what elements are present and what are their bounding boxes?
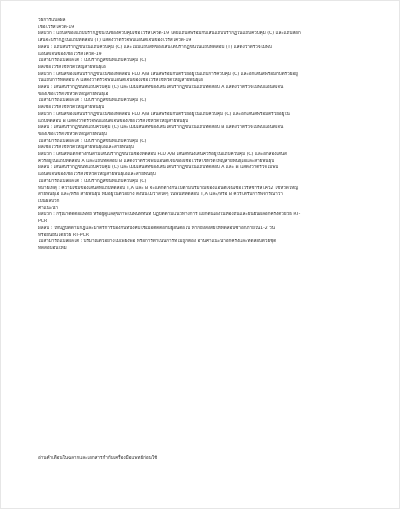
doc-line: เส้นจะปรากฏในแถบทดสอบ (T) แสดงว่าตรวจพบแอนติเจนของไวรัสโควิด-19 xyxy=(38,38,192,44)
doc-line: หมายเหตุ : ความเข้มของเส้นสีที่แถบทดสอบ T,A และ B จะแตกต่างกันไปตามปริมาณของแอนติเจนเชื้อไวรัสชาร์สโควี2 ไข้หวัดใหญ่ xyxy=(38,185,299,191)
doc-line: เป็นผลบวก xyxy=(38,198,60,204)
doc-line: ไม่สามารถแปลผลได้ : ปริมาณตัวอย่างไม่เพียงพอ หรือการดำเนินการที่ไม่ถูกต้อง อ่านคำแนะนำอีกครั้งและทดสอบด้วยชุด xyxy=(38,239,277,245)
doc-line: ไม่สามารถแปลผลได้ : ไม่ปรากฏสีขึ้นที่แถบควบคุม (C) xyxy=(38,138,147,144)
doc-line: วิธีการแปลผล xyxy=(38,18,66,23)
doc-line: ผลลบ : ให้ปฏิบัติตามกฎและมาตรการป้องกันที่บังคับใช้เมื่อติดต่อกับผู้อื่นต่อไป หากยังสงสัยให้ทดสอบซ้ำอีกภายใน1-2 วัน xyxy=(38,225,275,231)
doc-line: สายพันธุ์เอ และ/หรือ สายพันธุ์บี ที่มีอยู่ในตัวอย่าง ดังนั้นไม่ว่าสีใดๆ ในพื้นที่ทดสอบ T,A และ/หรือ B ควรได้รับการพิจารณาว่า xyxy=(38,192,283,198)
doc-line: ผลบวก : เส้นสีของเส้นปรากฏขึ้นในช่องทดสอบ FLU A/B เส้นสีพร้อมกับตรวยอยู่ในแถบการควบคุม (C) และอีกเส้นสีพร้อมกับตรวยอยู่ xyxy=(38,71,298,77)
doc-line: ผลบวก : กรุณาติดต่อแพทย์ หรือผู้ดูแลสุขภาพในพื้นที่ทันที ปฏิบัติตามแนวทางการ แยกตนเองในท้องถิ่นและยืนยันผลอีกครั้งด้วยวิธี RT- xyxy=(38,212,301,218)
doc-line: ผลลบ : เส้นสีปรากฏขึ้นที่แถบควบคุม (C) และไม่มีเส้นสีที่ของเส้นได้ปรากฏขึ้นในแถบทดสอบ A และ B แสดงว่าตรวจไม่พบ xyxy=(38,165,279,171)
doc-line: ไม่สามารถแปลผลได้ : ไม่ปรากฏสีขึ้นที่แถบควบคุม (C) xyxy=(38,178,147,184)
doc-line: ผลเชื้อไวรัสไข้หวัดใหญ่สายพันธุ์เอ xyxy=(38,64,106,70)
doc-line: ของเชื้อไวรัสไข้หวัดใหญ่สายพันธุ์บี xyxy=(38,131,107,137)
doc-line: ผลลบ : เส้นสีปรากฏขึ้นที่แถบควบคุม (C) และไม่มีเส้นสีที่ของเส้นได้ปรากฏขึ้นในแถบทดสอบ B แสดงว่าตรวจไม่พบแอนติเจน xyxy=(38,125,284,131)
doc-line: ผลบวก : เส้นสีของเส้นปรากฏขึ้นในช่องทดสอบ FLU A/B เส้นสีพร้อมกับตรวยอยู่ในแถบควบคุม (C) และอีกเส้นสีพร้อมตรวยอยู่ใน xyxy=(38,111,290,117)
footer-warning: อ่านคำเตือนในฉลากและเอกสารกำกับเครื่องมือแพทย์ก่อนใช้ xyxy=(38,456,158,461)
doc-line: ผลลบ : แถบสีปรากฏขึ้นในแถบควบคุม (C) และไม่มีแถบสีที่ของเส้นได้ปรากฏขึ้นในแถบทดสอบ (T) แสดงว่าตรวจไม่พบ xyxy=(38,44,272,50)
doc-line: PCR xyxy=(38,219,48,225)
doc-line: เชื้อไวรัสโควิด-19 xyxy=(38,24,75,30)
doc-line: ของเชื้อไวรัสไข้หวัดใหญ่สายพันธุ์เอ xyxy=(38,91,109,97)
doc-line: ไม่สามารถแปลผลได้ : ไม่ปรากฏสีขึ้นที่แถบควบคุม (C) xyxy=(38,58,147,64)
document-body xyxy=(38,18,368,253)
doc-line: ผลบวก : เส้นสีที่แตกต่างกันสามเส้นปรากฏขึ้นในช่องทดสอบ FLU A/B เส้นสีหนึ่งเส้นควรอยู่ในแถบควบคุม (C) และอีกสองเส้นสี xyxy=(38,152,287,158)
doc-line: แถบทดสอบ B แสดงว่าตรวจพบแอนติเจนของเชื้อไวรัสไข้หวัดใหญ่สายพันธุ์บี xyxy=(38,118,189,124)
doc-line: ในแถบการทดสอบ A แสดงว่าตรวจพบแอนติเจนของเชื้อไวรัสไข้หวัดใหญ่สายพันธุ์เอ xyxy=(38,78,203,84)
doc-line: ทดสอบอันใหม่ xyxy=(38,245,67,251)
doc-line: ผลลบ : เส้นสีปรากฏขึ้นที่แถบควบคุม (C) และไม่มีเส้นสีที่ของเส้นได้ปรากฏขึ้นในแถบทดสอบ A แสดงว่าตรวจไม่พบแอนติเจน xyxy=(38,85,284,91)
doc-line: ผลเชื้อไวรัสไข้หวัดใหญ่สายพันธุ์เอและสายพันธุ์บี xyxy=(38,145,134,151)
doc-line: คำแนะนำ xyxy=(38,205,58,211)
doc-line: แอนติเจนของเชื้อไวรัสโควิด-19 xyxy=(38,51,102,57)
doc-line: แอนติเจนของเชื้อไวรัสไข้หวัดใหญ่สายพันธุ์เอและสายพันธุ์บี xyxy=(38,172,156,178)
doc-line: ผลบวก : แถบสีของแถบปรากฏขึ้นในช่องควบคุมเชื้อไวรัสโควิด-19 โดยแถบสีพร้อมกับเส้นแถบปรากฏในแถบควบคุม (C) และแถบสีอีก xyxy=(38,31,301,37)
doc-line: ควรอยู่ในแถบทดสอบ A และแถบทดสอบ B แสดงว่าตรวจพบแอนติเจนของเชื้อไวรัสไข้หวัดใหญ่สายพันธุ์เอและสายพันธุ์บี xyxy=(38,158,275,164)
doc-line: ผลเชื้อไวรัสไข้หวัดใหญ่สายพันธุ์บี xyxy=(38,105,105,111)
doc-line: หรือยืนยันโดยวิธี RT-PCR xyxy=(38,232,89,238)
doc-line: ไม่สามารถแปลผลได้ : ไม่ปรากฏสีขึ้นที่แถบควบคุม (C) xyxy=(38,98,147,104)
